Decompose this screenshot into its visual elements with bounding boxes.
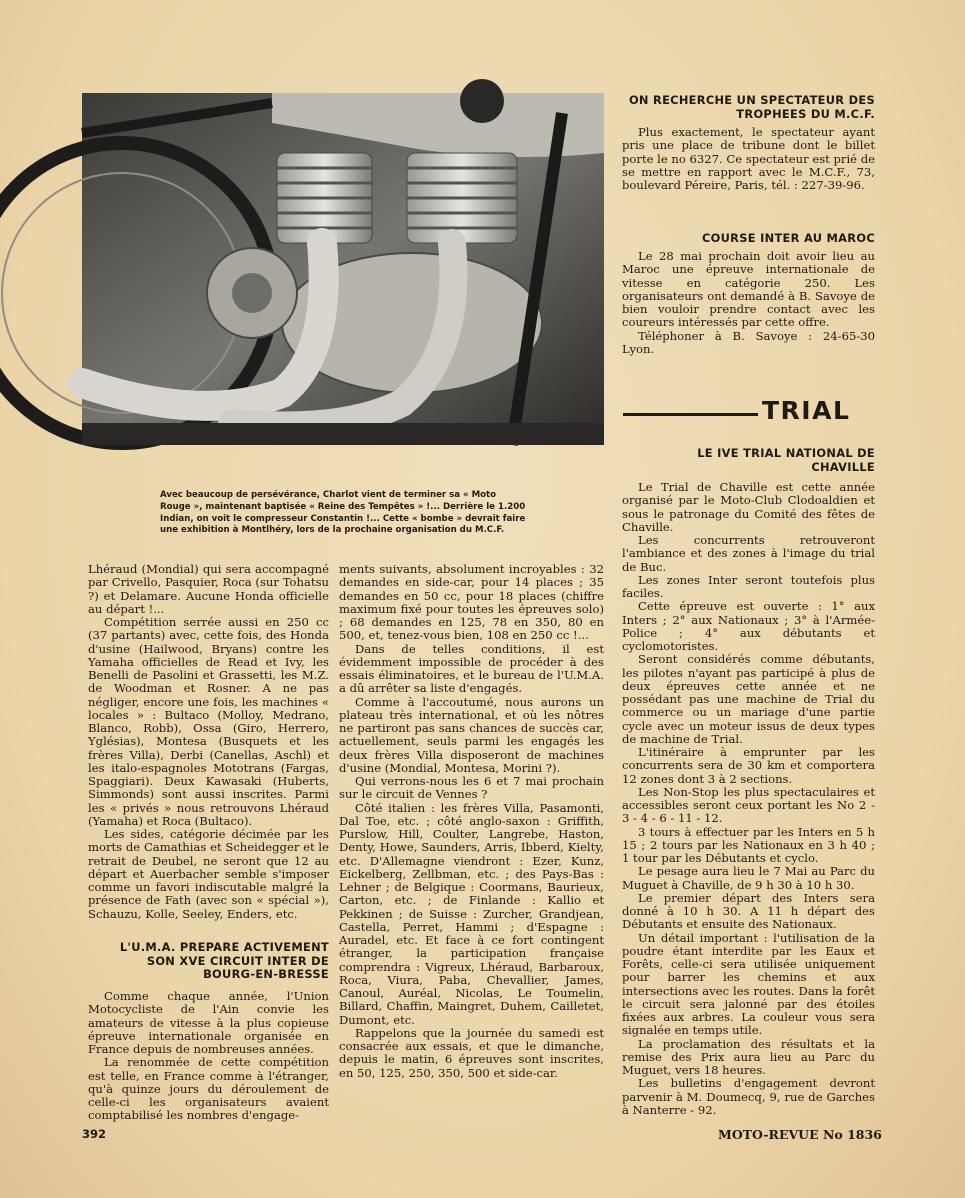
left-paragraph: Compétition serrée aussi en 250 cc (37 partants) avec, cette fois, des Honda d'usine (Hailwood, Bryans) contre les Yamaha officielles de Read et Ivy, les Benelli de Pasolini et Grassetti, les M.Z. de Woodman et Rosner. A ne pas négliger, encore une fois, les machines « locales » : Bultaco (Molloy, Medrano, Blanco, Robb), Ossa (Giro, Herrero, Yglésias), Montesa (Busquets et les frères Villa), Derbi (Canellas, Aschl) et les italo-espagnoles Mototrans (Fargas, Spaggiari). Deux Kawasaki (Huberts, Simmonds) sont aussi inscrites. Parmi les « privés » nous retrouvons Lhéraud (Yamaha) et Roca (Bultaco). [88,615,329,828]
middle-paragraph: Comme à l'accoutumé, nous aurons un plateau très international, et où les nôtres ne partiront pas sans chances de succès car, actuellement, seuls parmi les engagés les deux frères Villa disposeront de machines d'usine (Mondial, Montesa, Morini ?). [339,694,604,775]
chaville-paragraph: La proclamation des résultats et la remise des Prix aura lieu au Parc du Muguet, vers 18 heures. [622,1036,875,1077]
chaville-paragraph: Seront considérés comme débutants, les pilotes n'ayant pas participé à plus de deux épreuves cette année et ne possédant pas une machine de Trial du commerce ou un mariage d'une partie cycle avec un moteur issus de deux types de machine de Trial. [622,652,875,746]
middle-column [339,563,604,1098]
engine-illustration [82,93,604,445]
chaville-column [622,480,875,1117]
uma-paragraph: Comme chaque année, l'Union Motocycliste de l'Ain convie les amateurs de vitesse à la plus copieuse épreuve internationale organisée en France depuis de nombreuses années. [88,989,329,1056]
chaville-paragraph: Les Non-Stop les plus spectaculaires et accessibles seront ceux portant les No 2 - 3 - 4 - 6 - 11 - 12. [622,784,875,826]
photo-caption: Avec beaucoup de persévérance, Charlot vient de terminer sa « Moto Rouge », maintenant baptisée « Reine des Tempêtes » !... Derrière le 1.200 Indian, on voit le compresseur Constantin !... Cette « bombe » devrait faire une exhibition à Montlhéry, lors de la prochaine organisation du M.C.F. [160,490,526,536]
chaville-paragraph: Les bulletins d'engagement devront parvenir à M. Doumecq, 9, rue de Garches à Nanterre - 92. [622,1076,875,1117]
maroc-heading: COURSE INTER AU MAROC [701,231,875,245]
chaville-heading: LE IVE TRIAL NATIONAL DE CHAVILLE [697,446,875,474]
chaville-paragraph: 3 tours à effectuer par les Inters en 5 h 15 ; 2 tours par les Nationaux en 3 h 40 ; 1 tour par les Débutants et cyclo. [622,824,875,865]
left-paragraph: Lhéraud (Mondial) qui sera accompagné par Crivello, Pasquier, Roca (sur Tohatsu ?) et Delamare. Aucune Honda officielle au départ !... [88,562,329,616]
chaville-paragraph: Cette épreuve est ouverte : 1° aux Inters ; 2° aux Nationaux ; 3° à l'Armée-Police ; 4° aux débutants et cyclomotoristes. [622,599,875,653]
trial-section-title: TRIAL [762,396,851,425]
middle-paragraph: ments suivants, absolument incroyables : 32 demandes en side-car, pour 14 places ; 35 demandes en 50 cc, pour 18 places (chiffre maximum fixé pour toutes les épreuves solo) ; 68 demandes en 125, 78 en 350, 80 en 500, et, tenez-vous bien, 108 en 250 cc !... [339,562,604,643]
middle-paragraph: Dans de telles conditions, il est évidemment impossible de procéder à des essais éliminatoires, et le bureau de l'U.M.A. a dû arrêter sa liste d'engagés. [339,641,604,696]
spectator-text: Plus exactement, le spectateur ayant pris une place de tribune dont le billet porte le no 6327. Ce spectateur est prié de se mettre en rapport avec le M.C.F., 73, boulevard Péreire, Paris, tél. : 227-39-96. [622,125,875,192]
maroc-column [622,250,875,370]
page-number: 392 [82,1127,107,1141]
maroc-text: Le 28 mai prochain doit avoir lieu au Maroc une épreuve internationale de vitesse en catégorie 250. Les organisateurs ont demandé à B. Savoye de bien vouloir prendre contact avec les coureurs intéressés par cette offre. [622,249,875,330]
chaville-paragraph: Les zones Inter seront toutefois plus faciles. [622,572,875,600]
chaville-paragraph: Un détail important : l'utilisation de la poudre étant interdite par les Eaux et Forêts, celle-ci sera utilisée uniquement pour barrer les chemins et aux intersections avec les routes. Dans la forêt le circuit sera jalonné par des étoiles fixées aux arbres. La couleur vous sera signalée en temps utile. [622,930,875,1038]
chaville-paragraph: Les concurrents retrouveront l'ambiance et des zones à l'image du trial de Buc. [622,533,875,574]
chaville-paragraph: Le pesage aura lieu le 7 Mai au Parc du Muguet à Chaville, de 9 h 30 à 10 h 30. [622,864,875,892]
magazine-footer: MOTO-REVUE No 1836 [718,1127,882,1142]
uma-heading: L'U.M.A. PREPARE ACTIVEMENT SON XVE CIRCUIT INTER DE BOURG-EN-BRESSE [119,940,329,981]
uma-paragraph: La renommée de cette compétition est telle, en France comme à l'étranger, qu'à quinze jours du déroulement de celle-ci les organisateurs avaient comptabilisé les nombres d'engage- [88,1055,329,1123]
chaville-paragraph: Le premier départ des Inters sera donné à 10 h 30. A 11 h départ des Débutants et ensuite des Nationaux. [622,890,875,932]
middle-paragraph: Côté italien : les frères Villa, Pasamonti, Dal Toe, etc. ; côté anglo-saxon : Griffith, Purslow, Hill, Coulter, Langrebe, Haston, Denty, Howe, Saunders, Arris, Ibberd, Kielty, etc. D'Allemagne viendront : Ezer, Kunz, Eickelberg, Zellbman, etc. ; des Pays-Bas : Lehner ; de Belgique : Coormans, Baurieux, Carton, etc. ; de Finlande : Kallio et Pekkinen ; de Suisse : Zurcher, Grandjean, Castella, Perret, Hammi ; d'Espagne : Auradel, etc. Et face à ce fort contingent étranger, la participation française comprendra : Vigreux, Lhéraud, Barbaroux, Roca, Viura, Paba, Chevallier, James, Canoul, Auréal, Nicolas, Le Toumelin, Billard, Chaffin, Maingret, Duhem, Cailletet, Dumont, etc. [339,800,604,1027]
maroc-phone: Téléphoner à B. Savoye : 24-65-30 Lyon. [622,328,875,356]
spectator-heading: ON RECHERCHE UN SPECTATEUR DES TROPHEES DU M.C.F. [628,93,875,121]
motorcycle-engine-photo [82,93,604,445]
chaville-paragraph: Le Trial de Chaville est cette année organisé par le Moto-Club Clodoaldien et sous le patronage du Comité des fêtes de Chaville. [622,480,875,534]
chaville-paragraph: L'itinéraire à emprunter par les concurrents sera de 30 km et comportera 12 zones dont 3 à 2 sections. [622,745,875,786]
middle-paragraph: Qui verrons-nous les 6 et 7 mai prochain sur le circuit de Vennes ? [339,774,604,802]
trial-rule [623,413,758,416]
uma-column [88,989,329,1123]
left-paragraph: Les sides, catégorie décimée par les morts de Camathias et Scheidegger et le retrait de Deubel, ne seront que 12 au départ et Auerbacher semble s'imposer comme un favori indiscutable malgré la présence de Fath (avec son « spécial »), Schauzu, Kolle, Seeley, Enders, etc. [88,827,329,921]
middle-paragraph: Rappelons que la journée du samedi est consacrée aux essais, et que le dimanche, depuis le matin, 6 épreuves sont inscrites, en 50, 125, 250, 350, 500 et side-car. [339,1025,604,1080]
